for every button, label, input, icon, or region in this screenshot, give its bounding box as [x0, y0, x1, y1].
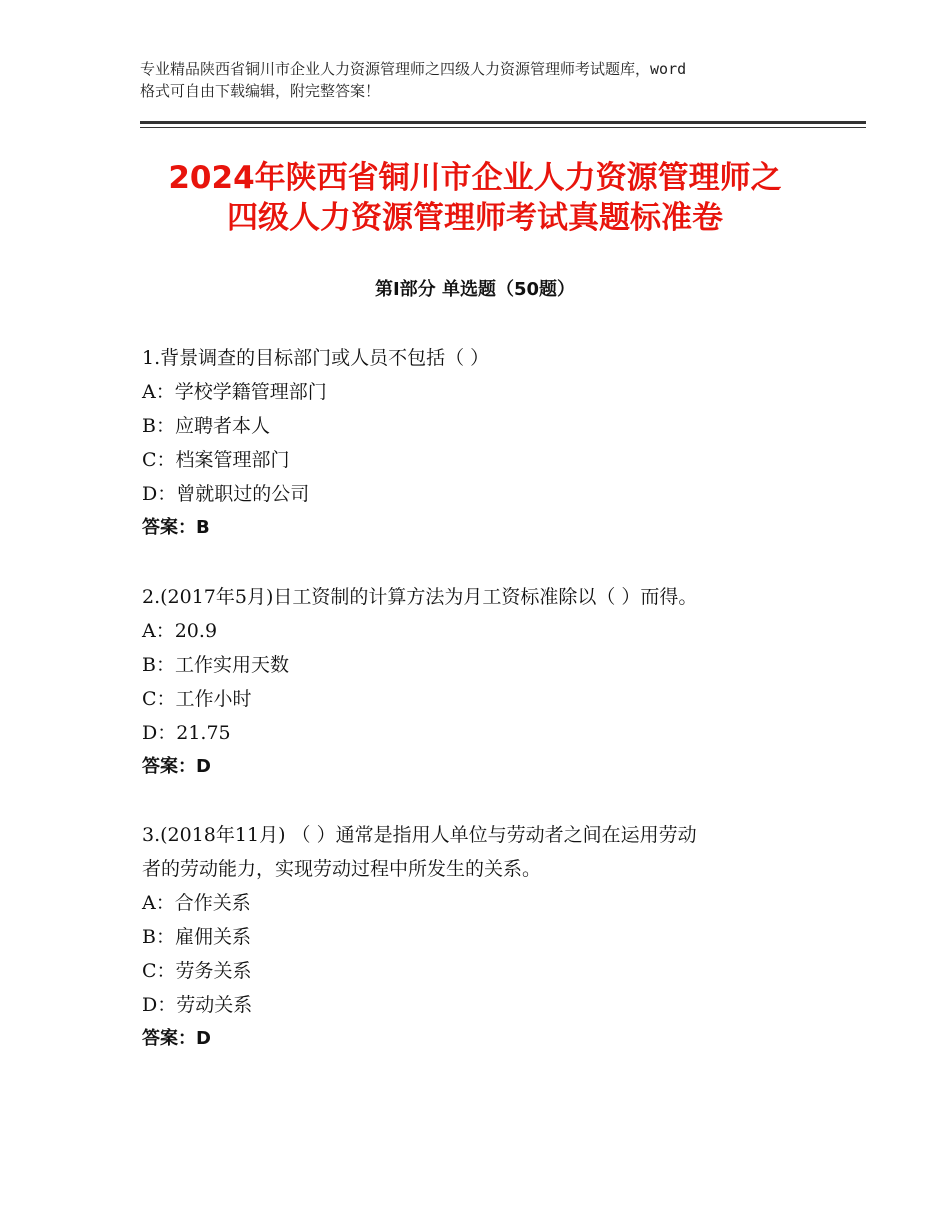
question-2 — [142, 580, 822, 784]
option-d: D：劳动关系 — [142, 994, 253, 1016]
answer: 答案：D — [142, 1028, 211, 1049]
header-rule-thick — [140, 121, 866, 124]
option-a: A：学校学籍管理部门 — [142, 381, 327, 403]
question-stem-line2: 者的劳动能力，实现劳动过程中所发生的关系。 — [142, 858, 542, 880]
question-stem: 1.背景调查的目标部门或人员不包括（ ） — [142, 347, 490, 369]
header-rule-thin — [140, 127, 866, 128]
option-b: B：应聘者本人 — [142, 415, 270, 437]
option-c: C：劳务关系 — [142, 960, 252, 982]
question-1 — [142, 341, 822, 545]
answer: 答案：B — [142, 517, 210, 538]
header-note-line2: 格式可自由下载编辑，附完整答案！ — [140, 82, 381, 100]
option-d: D：曾就职过的公司 — [142, 483, 310, 505]
option-c: C：档案管理部门 — [142, 449, 290, 471]
title-line1: 2024年陕西省铜川市企业人力资源管理师之 — [168, 160, 782, 196]
option-d: D：21.75 — [142, 722, 231, 744]
title-line2: 四级人力资源管理师考试真题标准卷 — [227, 200, 723, 236]
option-b: B：雇佣关系 — [142, 926, 251, 948]
header-note — [140, 58, 830, 102]
option-a: A：20.9 — [142, 620, 218, 642]
option-a: A：合作关系 — [142, 892, 251, 914]
question-stem: 2.(2017年5月)日工资制的计算方法为月工资标准除以（ ）而得。 — [142, 586, 698, 608]
option-c: C：工作小时 — [142, 688, 252, 710]
option-b: B：工作实用天数 — [142, 654, 289, 676]
question-3 — [142, 818, 822, 1056]
section-heading: 第Ⅰ部分 单选题（50题） — [374, 279, 575, 300]
question-stem-line1: 3.(2018年11月) （ ）通常是指用人单位与劳动者之间在运用劳动 — [142, 824, 697, 846]
document-title — [100, 158, 850, 238]
header-note-line1: 专业精品陕西省铜川市企业人力资源管理师之四级人力资源管理师考试题库，word — [140, 60, 687, 78]
answer: 答案：D — [142, 756, 211, 777]
